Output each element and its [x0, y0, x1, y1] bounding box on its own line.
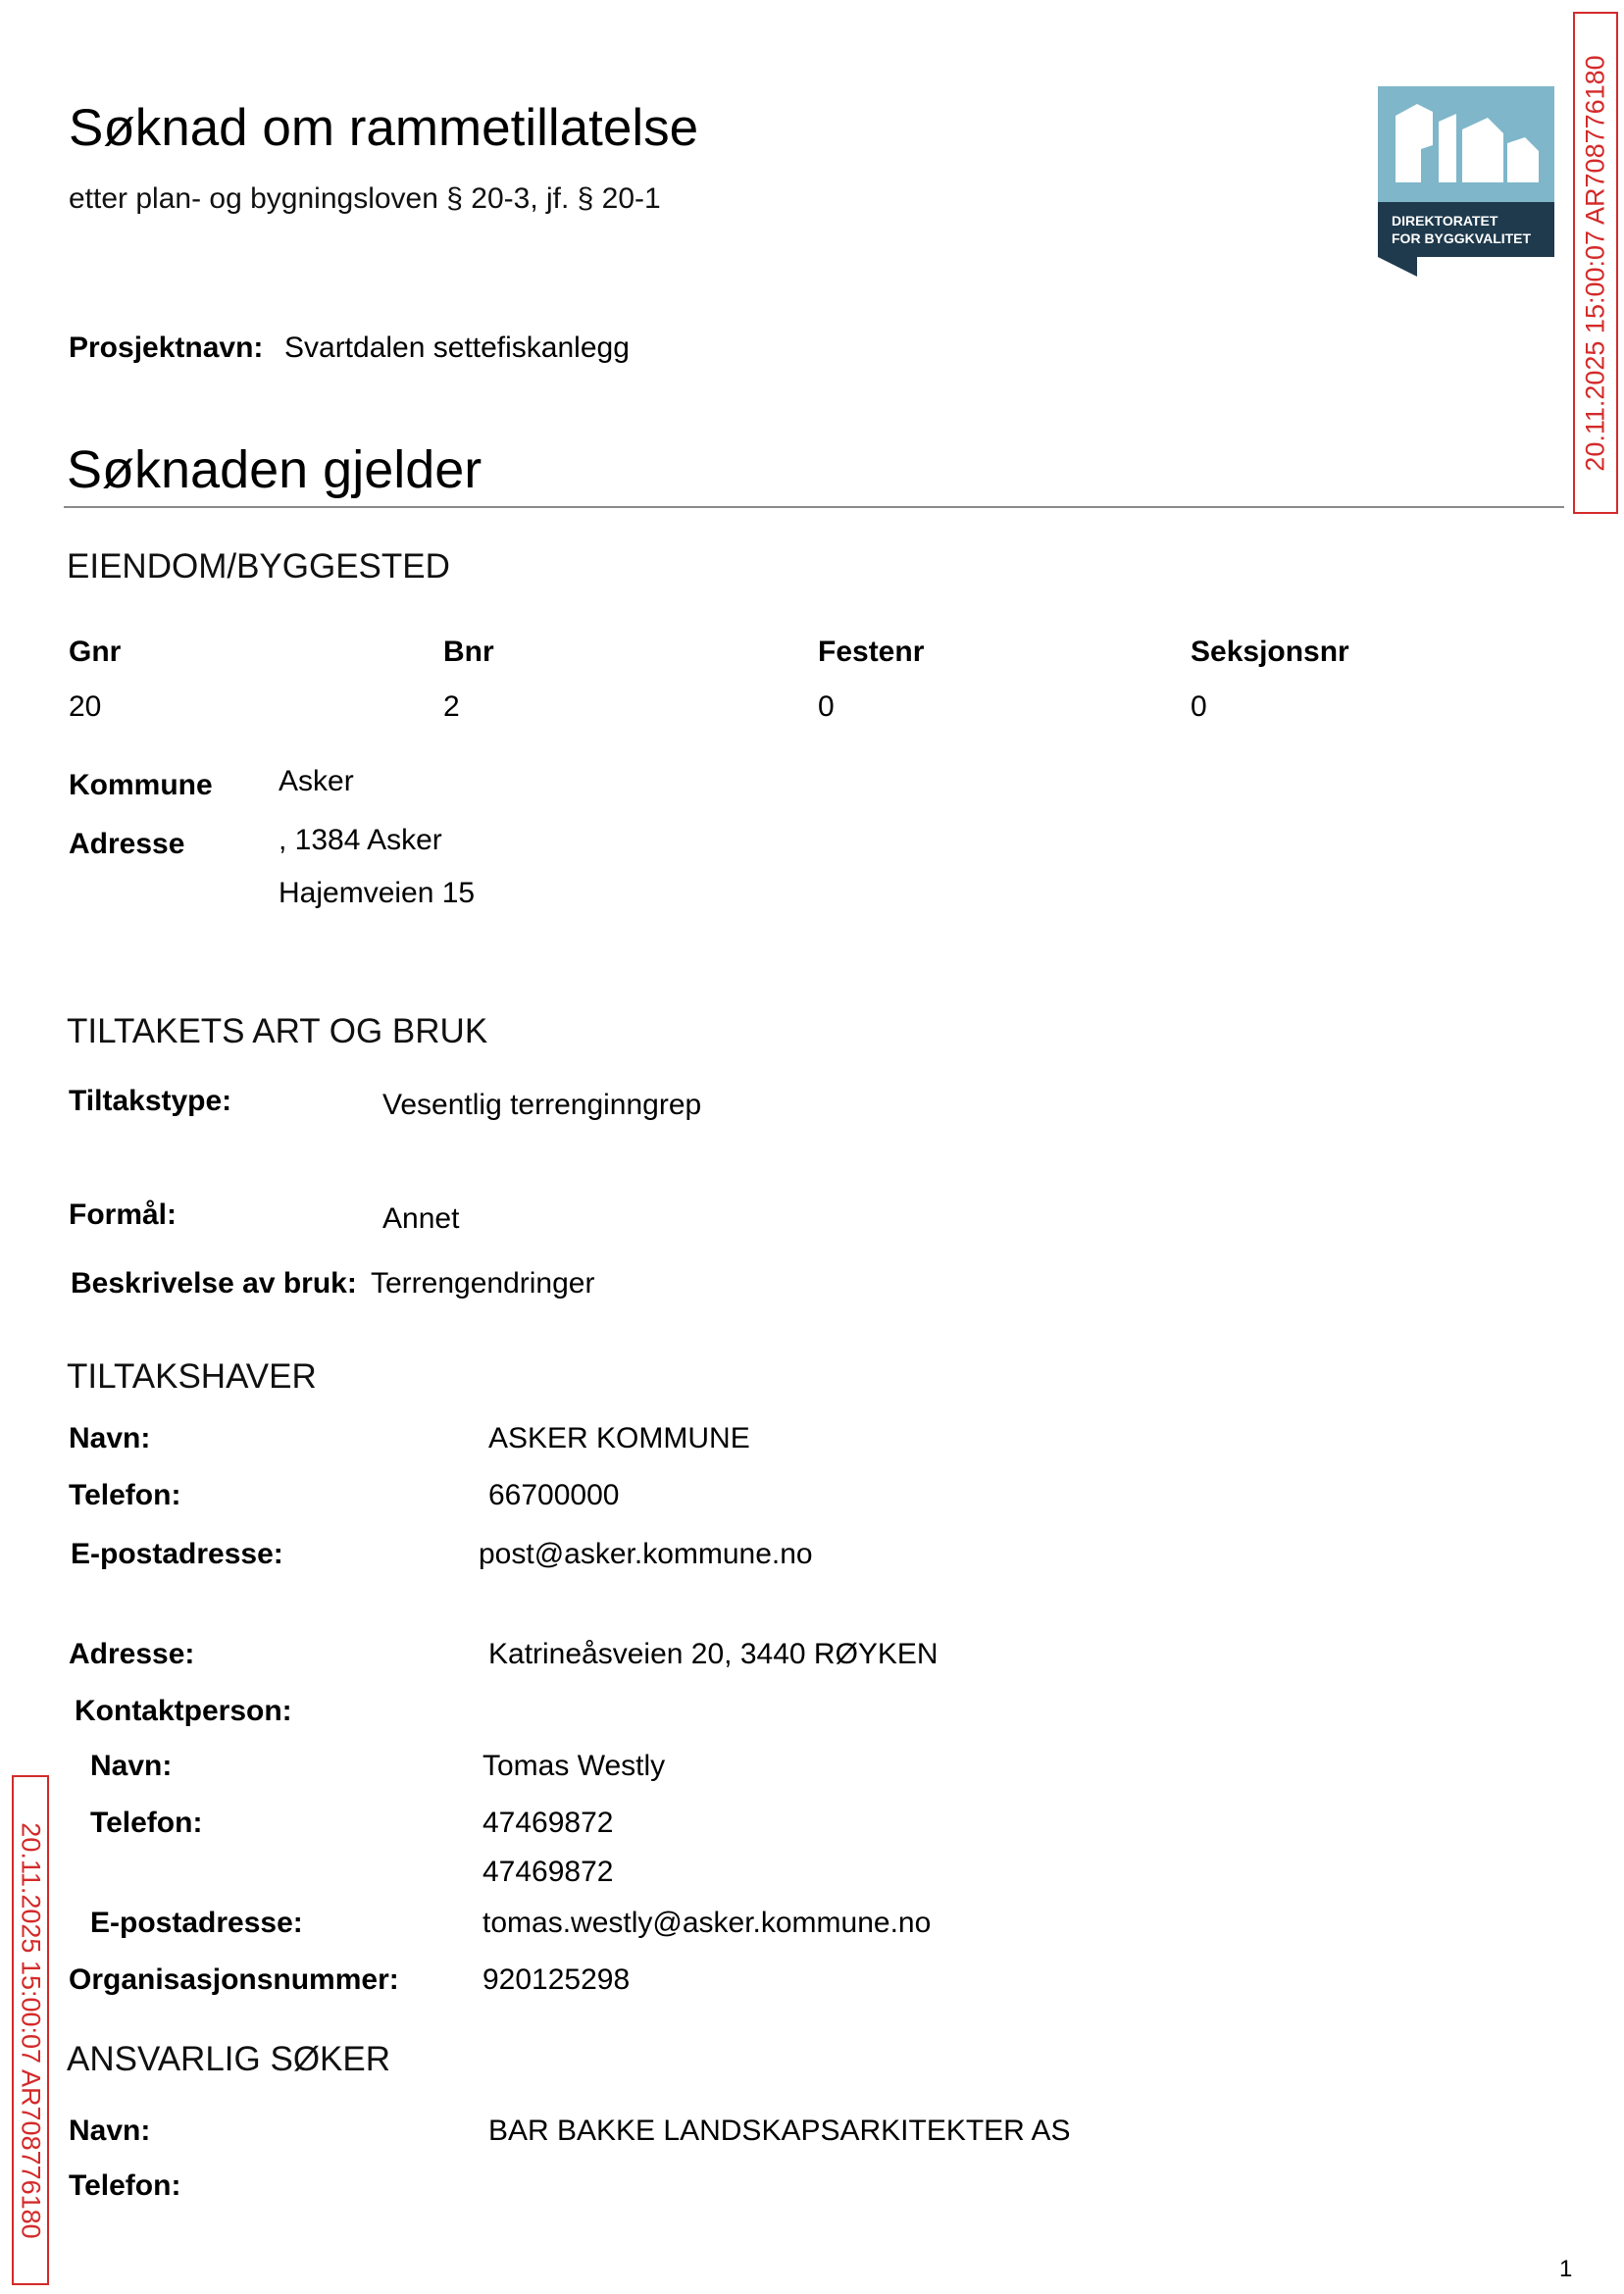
- receipt-stamp-bottom-text: 20.11.2025 15:00:07 AR708776180: [16, 1821, 46, 2239]
- tiltakshaver-heading: TILTAKSHAVER: [67, 1357, 317, 1396]
- kontakt-navn-label: Navn:: [90, 1750, 173, 1782]
- receipt-stamp-top: [1573, 12, 1618, 514]
- logo-text-line2: FOR BYGGKVALITET: [1392, 230, 1532, 246]
- ansvarlig-navn-label: Navn:: [69, 2115, 151, 2147]
- project-label: Prosjektnavn:: [69, 331, 264, 364]
- kommune-value: Asker: [279, 765, 354, 797]
- orgnr-value: 920125298: [482, 1963, 631, 1996]
- kontakt-epost-label: E-postadresse:: [90, 1907, 303, 1939]
- formal-value: Annet: [382, 1202, 460, 1235]
- seksjonsnr-label: Seksjonsnr: [1191, 636, 1349, 668]
- adresse-line2: Hajemveien 15: [279, 877, 476, 909]
- tiltakshaver-telefon-label: Telefon:: [69, 1479, 181, 1511]
- logo-text-line1: DIREKTORATET: [1392, 213, 1498, 229]
- tiltakshaver-epost-value: post@asker.kommune.no: [479, 1538, 813, 1570]
- tiltakshaver-navn-value: ASKER KOMMUNE: [488, 1422, 750, 1454]
- section-divider: [64, 506, 1564, 508]
- bruk-value: Terrengendringer: [371, 1267, 595, 1300]
- kommune-label: Kommune: [69, 769, 213, 801]
- project-value: Svartdalen settefiskanlegg: [284, 331, 630, 364]
- tiltakshaver-navn-label: Navn:: [69, 1422, 151, 1454]
- document-title: Søknad om rammetillatelse: [69, 99, 699, 157]
- seksjonsnr-value: 0: [1191, 690, 1207, 723]
- ansvarlig-telefon-label: Telefon:: [69, 2169, 181, 2202]
- kontakt-telefon-value-2: 47469872: [482, 1856, 614, 1888]
- tiltakstype-label: Tiltakstype:: [69, 1085, 232, 1117]
- bruk-label: Beskrivelse av bruk:: [71, 1267, 357, 1300]
- receipt-stamp-top-text: 20.11.2025 15:00:07 AR708776180: [1580, 54, 1610, 472]
- kontakt-telefon-value-1: 47469872: [482, 1807, 614, 1839]
- orgnr-label: Organisasjonsnummer:: [69, 1963, 399, 1996]
- kontaktperson-label: Kontaktperson:: [75, 1695, 292, 1727]
- tiltak-heading: TILTAKETS ART OG BRUK: [67, 1012, 488, 1050]
- kontakt-navn-value: Tomas Westly: [482, 1750, 666, 1782]
- tiltakshaver-adresse-label: Adresse:: [69, 1638, 195, 1670]
- kontakt-epost-value: tomas.westly@asker.kommune.no: [482, 1907, 932, 1939]
- bnr-value: 2: [443, 690, 460, 723]
- section-title: Søknaden gjelder: [67, 440, 482, 499]
- receipt-stamp-bottom: [12, 1775, 49, 2285]
- formal-label: Formål:: [69, 1198, 178, 1231]
- eiendom-heading: EIENDOM/BYGGESTED: [67, 547, 450, 586]
- ansvarlig-navn-value: BAR BAKKE LANDSKAPSARKITEKTER AS: [488, 2115, 1071, 2147]
- page-number: 1: [1559, 2256, 1573, 2282]
- adresse-label: Adresse: [69, 828, 185, 860]
- festenr-label: Festenr: [818, 636, 925, 668]
- bnr-label: Bnr: [443, 636, 494, 668]
- ansvarlig-heading: ANSVARLIG SØKER: [67, 2040, 391, 2078]
- festenr-value: 0: [818, 690, 835, 723]
- kontakt-telefon-label: Telefon:: [90, 1807, 203, 1839]
- document-subtitle: etter plan- og bygningsloven § 20-3, jf. § 20-1: [69, 182, 661, 215]
- tiltakshaver-telefon-value: 66700000: [488, 1479, 620, 1511]
- tiltakstype-value: Vesentlig terrenginngrep: [382, 1089, 702, 1121]
- tiltakshaver-adresse-value: Katrineåsveien 20, 3440 RØYKEN: [488, 1638, 939, 1670]
- gnr-label: Gnr: [69, 636, 122, 668]
- gnr-value: 20: [69, 690, 102, 723]
- adresse-line1: , 1384 Asker: [279, 824, 442, 856]
- dibk-logo-icon: [1378, 86, 1554, 277]
- tiltakshaver-epost-label: E-postadresse:: [71, 1538, 283, 1570]
